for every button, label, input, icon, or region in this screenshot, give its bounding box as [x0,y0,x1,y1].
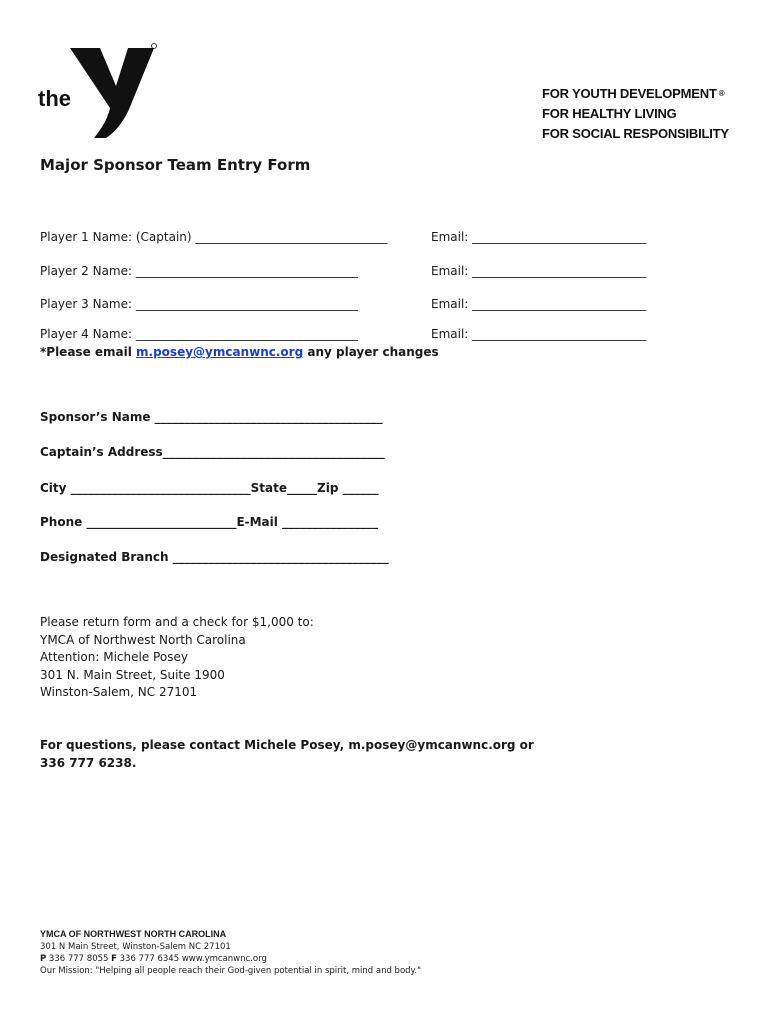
footer-address: 301 N Main Street, Winston-Salem NC 27101 [40,942,231,952]
return-info [40,614,314,702]
player-2-email-field[interactable]: Email: _____________________________ [431,264,647,278]
return-line-2: YMCA of Northwest North Carolina [40,632,246,647]
tagline-line-3: FOR SOCIAL RESPONSIBILITY [542,126,729,141]
logo-the-text: the [38,86,71,111]
player-2-name-field[interactable]: Player 2 Name: _____________________________________ [40,264,358,278]
return-line-1: Please return form and a check for $1,000 to: [40,615,314,629]
return-line-3: Attention: Michele Posey [40,650,188,664]
city-state-zip-field[interactable]: City ______________________________State_____Zip ______ [40,481,379,495]
form-title: Major Sponsor Team Entry Form [40,156,311,174]
questions-contact [40,737,534,772]
tagline [542,84,729,144]
sponsor-name-field[interactable]: Sponsor’s Name ______________________________________ [40,410,383,424]
player-change-note [40,345,439,359]
footer-mission: Our Mission: "Helping all people reach their God-given potential in spirit, mind and body." [40,966,421,976]
footer-contact: P 336 777 8055 F 336 777 6345 www.ymcanwnc.org [40,954,267,964]
return-line-4: 301 N. Main Street, Suite 1900 [40,667,225,682]
note-prefix: *Please email [40,345,137,359]
phone-email-field[interactable]: Phone _________________________E-Mail ________________ [40,515,379,529]
questions-line-1: For questions, please contact Michele Posey, m.posey@ymcanwnc.org or [40,738,534,752]
player-1-name-field[interactable]: Player 1 Name: (Captain) ________________________________ [40,230,388,244]
footer-org: YMCA OF NORTHWEST NORTH CAROLINA [40,929,227,939]
logo-ymca-text: YMCA [104,111,119,130]
player-3-name-field[interactable]: Player 3 Name: _____________________________________ [40,297,358,311]
player-1-email-field[interactable]: Email: _____________________________ [431,230,647,244]
note-suffix: any player changes [303,345,439,359]
captain-address-field[interactable]: Captain’s Address_____________________________________ [40,445,385,459]
return-line-5: Winston-Salem, NC 27101 [40,685,198,699]
player-4-email-field[interactable]: Email: _____________________________ [431,327,647,341]
questions-line-2: 336 777 6238. [40,755,137,770]
ymca-logo [36,40,161,140]
designated-branch-field[interactable]: Designated Branch ____________________________________ [40,550,389,564]
note-email-link[interactable]: m.posey@ymcanwnc.org [136,345,304,359]
tagline-line-1: FOR YOUTH DEVELOPMENT ® [542,86,725,101]
tagline-line-2: FOR HEALTHY LIVING [542,106,677,121]
ymca-y-icon [36,40,161,140]
footer [40,928,421,977]
player-3-email-field[interactable]: Email: _____________________________ [431,297,647,311]
player-4-name-field[interactable]: Player 4 Name: _____________________________________ [40,327,358,341]
